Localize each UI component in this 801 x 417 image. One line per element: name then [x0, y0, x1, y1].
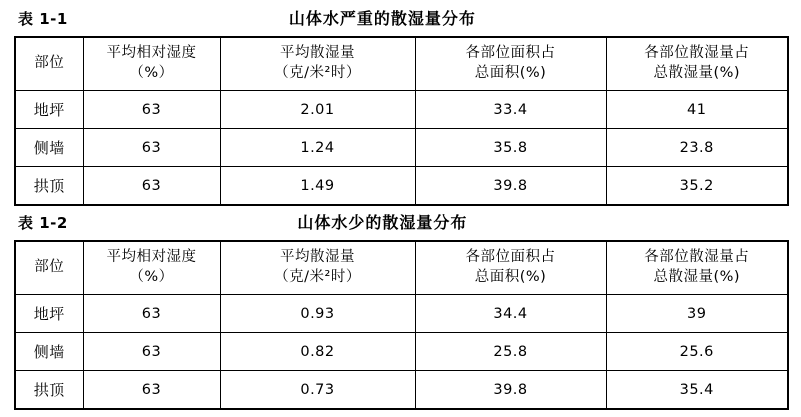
- column-header-share: [606, 37, 788, 91]
- cell-moisture-pct: 41: [606, 91, 788, 129]
- column-header-area-line1: 各部位面积占: [465, 249, 556, 266]
- column-header-part: [15, 37, 83, 91]
- cell-area-pct: 35.8: [415, 129, 606, 167]
- table-caption-2: [14, 210, 787, 240]
- cell-humidity: 63: [83, 371, 220, 410]
- column-header-part: [15, 241, 83, 295]
- table-header-row: [15, 37, 788, 91]
- cell-moisture: 0.82: [220, 333, 415, 371]
- column-header-area: [415, 241, 606, 295]
- column-header-part-line1: 部位: [34, 55, 65, 72]
- cell-moisture: 0.73: [220, 371, 415, 410]
- column-header-humidity-line1: 平均相对湿度: [106, 249, 197, 266]
- column-header-moisture: [220, 241, 415, 295]
- cell-moisture: 2.01: [220, 91, 415, 129]
- cell-moisture-pct: 35.2: [606, 167, 788, 206]
- cell-area-pct: 25.8: [415, 333, 606, 371]
- table-caption-1: [14, 6, 787, 36]
- cell-part: 拱顶: [15, 167, 83, 206]
- column-header-share: [606, 241, 788, 295]
- table-row: [15, 167, 788, 206]
- cell-area-pct: 33.4: [415, 91, 606, 129]
- cell-humidity: 63: [83, 129, 220, 167]
- table-caption-label-1: 表 1-1: [18, 10, 68, 28]
- table-row: [15, 295, 788, 333]
- cell-humidity: 63: [83, 333, 220, 371]
- table-caption-title-1: 山体水严重的散湿量分布: [288, 9, 476, 28]
- column-header-humidity-line2: （%）: [129, 65, 174, 81]
- column-header-moisture-line2: （克/米²时）: [274, 269, 361, 285]
- cell-area-pct: 39.8: [415, 167, 606, 206]
- data-table-2: [14, 240, 789, 410]
- column-header-share-line2: 总散湿量(%): [653, 269, 741, 285]
- cell-moisture-pct: 25.6: [606, 333, 788, 371]
- cell-humidity: 63: [83, 167, 220, 206]
- cell-part: 侧墙: [15, 129, 83, 167]
- cell-part: 侧墙: [15, 333, 83, 371]
- cell-humidity: 63: [83, 295, 220, 333]
- table-row: [15, 333, 788, 371]
- table-block-2: [14, 210, 787, 410]
- column-header-moisture-line1: 平均散湿量: [280, 249, 355, 266]
- cell-part: 拱顶: [15, 371, 83, 410]
- data-table-1: [14, 36, 789, 206]
- column-header-area-line2: 总面积(%): [474, 269, 547, 285]
- column-header-humidity-line2: （%）: [129, 269, 174, 285]
- cell-part: 地坪: [15, 91, 83, 129]
- column-header-area-line2: 总面积(%): [474, 65, 547, 81]
- column-header-humidity: [83, 241, 220, 295]
- column-header-share-line1: 各部位散湿量占: [644, 249, 750, 266]
- column-header-moisture-line1: 平均散湿量: [280, 45, 355, 62]
- table-row: [15, 371, 788, 410]
- cell-moisture-pct: 23.8: [606, 129, 788, 167]
- table-caption-label-2: 表 1-2: [18, 214, 68, 232]
- cell-moisture: 1.24: [220, 129, 415, 167]
- cell-moisture: 1.49: [220, 167, 415, 206]
- column-header-area: [415, 37, 606, 91]
- column-header-humidity: [83, 37, 220, 91]
- table-row: [15, 91, 788, 129]
- table-row: [15, 129, 788, 167]
- column-header-humidity-line1: 平均相对湿度: [106, 45, 197, 62]
- table-block-1: [14, 6, 787, 206]
- cell-moisture-pct: 35.4: [606, 371, 788, 410]
- cell-part: 地坪: [15, 295, 83, 333]
- column-header-part-line1: 部位: [34, 259, 65, 276]
- column-header-share-line2: 总散湿量(%): [653, 65, 741, 81]
- cell-area-pct: 34.4: [415, 295, 606, 333]
- column-header-moisture: [220, 37, 415, 91]
- column-header-area-line1: 各部位面积占: [465, 45, 556, 62]
- column-header-share-line1: 各部位散湿量占: [644, 45, 750, 62]
- cell-moisture: 0.93: [220, 295, 415, 333]
- cell-humidity: 63: [83, 91, 220, 129]
- cell-moisture-pct: 39: [606, 295, 788, 333]
- cell-area-pct: 39.8: [415, 371, 606, 410]
- table-header-row: [15, 241, 788, 295]
- table-caption-title-2: 山体水少的散湿量分布: [297, 213, 468, 232]
- column-header-moisture-line2: （克/米²时）: [274, 65, 361, 81]
